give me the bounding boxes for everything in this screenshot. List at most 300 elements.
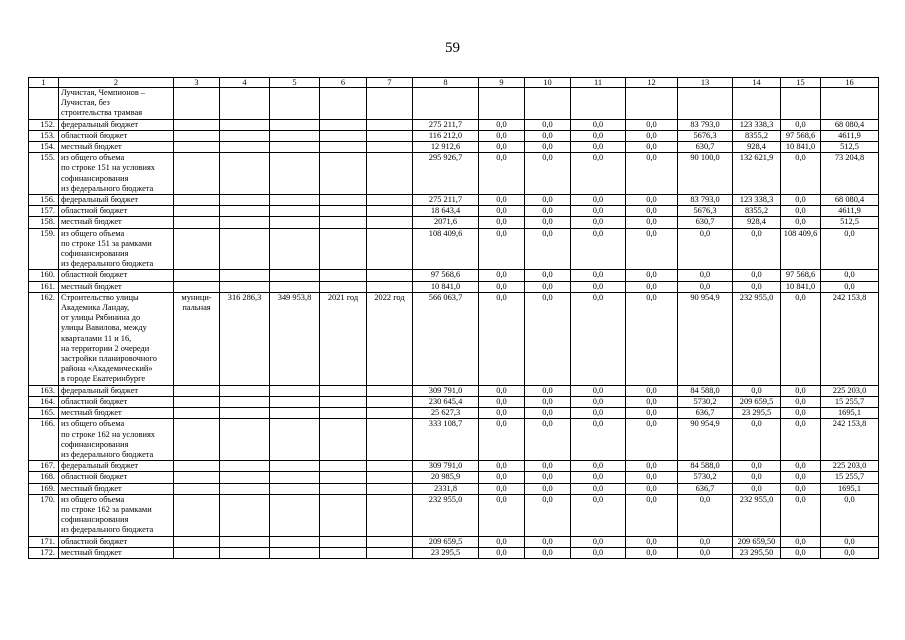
description-cell: местный бюджет bbox=[59, 142, 174, 153]
value-cell: 83 793,0 bbox=[678, 119, 733, 130]
value-cell bbox=[174, 88, 220, 120]
value-cell bbox=[320, 483, 367, 494]
value-cell: 0,0 bbox=[571, 385, 626, 396]
value-cell bbox=[270, 419, 320, 461]
value-cell: 0,0 bbox=[479, 119, 525, 130]
value-cell bbox=[821, 88, 879, 120]
row-number-cell: 154. bbox=[29, 142, 59, 153]
value-cell bbox=[367, 281, 413, 292]
table-row bbox=[29, 292, 879, 385]
value-cell: 0,0 bbox=[571, 547, 626, 558]
value-cell: 242 153,8 bbox=[821, 292, 879, 385]
table-row bbox=[29, 130, 879, 141]
value-cell bbox=[174, 472, 220, 483]
value-cell: 18 643,4 bbox=[413, 206, 479, 217]
value-cell bbox=[174, 142, 220, 153]
table-row bbox=[29, 228, 879, 270]
value-cell bbox=[174, 547, 220, 558]
description-cell: из общего объема по строке 162 за рамками софинансирования из федерального бюджета bbox=[59, 494, 174, 536]
value-cell: 0,0 bbox=[571, 206, 626, 217]
value-cell bbox=[270, 217, 320, 228]
description-cell: из общего объема по строке 151 на условиях софинансирования из федерального бюджета bbox=[59, 153, 174, 195]
value-cell bbox=[220, 396, 270, 407]
value-cell: 0,0 bbox=[571, 217, 626, 228]
value-cell: 309 791,0 bbox=[413, 461, 479, 472]
description-cell: областной бюджет bbox=[59, 206, 174, 217]
value-cell: 0,0 bbox=[571, 472, 626, 483]
value-cell bbox=[174, 461, 220, 472]
value-cell bbox=[174, 419, 220, 461]
row-number-cell: 165. bbox=[29, 408, 59, 419]
value-cell bbox=[220, 153, 270, 195]
value-cell bbox=[320, 281, 367, 292]
table-row bbox=[29, 472, 879, 483]
value-cell: 0,0 bbox=[479, 217, 525, 228]
value-cell: 90 954,9 bbox=[678, 292, 733, 385]
value-cell bbox=[367, 408, 413, 419]
value-cell: 225 203,0 bbox=[821, 385, 879, 396]
value-cell bbox=[367, 270, 413, 281]
value-cell bbox=[174, 408, 220, 419]
value-cell: 0,0 bbox=[479, 228, 525, 270]
value-cell: 0,0 bbox=[479, 547, 525, 558]
value-cell: 928,4 bbox=[733, 142, 781, 153]
value-cell bbox=[367, 461, 413, 472]
value-cell: 10 841,0 bbox=[781, 142, 821, 153]
value-cell bbox=[270, 483, 320, 494]
value-cell: 0,0 bbox=[571, 142, 626, 153]
value-cell bbox=[220, 494, 270, 536]
value-cell: 0,0 bbox=[821, 270, 879, 281]
description-cell: местный бюджет bbox=[59, 547, 174, 558]
value-cell: 0,0 bbox=[733, 483, 781, 494]
value-cell bbox=[270, 396, 320, 407]
value-cell: 0,0 bbox=[479, 270, 525, 281]
header-cell: 4 bbox=[220, 78, 270, 88]
table-row bbox=[29, 419, 879, 461]
value-cell bbox=[413, 88, 479, 120]
header-cell: 13 bbox=[678, 78, 733, 88]
header-cell: 15 bbox=[781, 78, 821, 88]
value-cell: 23 295,5 bbox=[413, 547, 479, 558]
row-number-cell: 160. bbox=[29, 270, 59, 281]
value-cell bbox=[320, 217, 367, 228]
value-cell: 4611,9 bbox=[821, 130, 879, 141]
value-cell bbox=[270, 547, 320, 558]
value-cell: 0,0 bbox=[525, 536, 571, 547]
row-number-cell: 170. bbox=[29, 494, 59, 536]
value-cell: 5676,3 bbox=[678, 206, 733, 217]
value-cell bbox=[320, 88, 367, 120]
value-cell bbox=[320, 461, 367, 472]
value-cell: 0,0 bbox=[781, 472, 821, 483]
value-cell: 0,0 bbox=[525, 385, 571, 396]
value-cell: 0,0 bbox=[571, 270, 626, 281]
header-cell: 3 bbox=[174, 78, 220, 88]
value-cell: 0,0 bbox=[571, 494, 626, 536]
value-cell: 209 659,5 bbox=[733, 396, 781, 407]
value-cell: 275 211,7 bbox=[413, 195, 479, 206]
description-cell: федеральный бюджет bbox=[59, 119, 174, 130]
value-cell bbox=[270, 228, 320, 270]
value-cell: 0,0 bbox=[821, 494, 879, 536]
table-row bbox=[29, 88, 879, 120]
value-cell bbox=[367, 396, 413, 407]
value-cell: 0,0 bbox=[571, 292, 626, 385]
value-cell: 15 255,7 bbox=[821, 472, 879, 483]
value-cell: 5676,3 bbox=[678, 130, 733, 141]
description-cell: из общего объема по строке 151 за рамками софинансирования из федерального бюджета bbox=[59, 228, 174, 270]
value-cell bbox=[367, 472, 413, 483]
value-cell: 0,0 bbox=[571, 281, 626, 292]
value-cell bbox=[174, 494, 220, 536]
value-cell: 0,0 bbox=[626, 483, 678, 494]
row-number-cell: 163. bbox=[29, 385, 59, 396]
value-cell bbox=[678, 88, 733, 120]
value-cell bbox=[174, 119, 220, 130]
value-cell: 0,0 bbox=[626, 472, 678, 483]
description-cell: федеральный бюджет bbox=[59, 385, 174, 396]
value-cell: 0,0 bbox=[479, 408, 525, 419]
row-number-cell: 157. bbox=[29, 206, 59, 217]
value-cell: 1695,1 bbox=[821, 483, 879, 494]
value-cell: 0,0 bbox=[525, 472, 571, 483]
value-cell: 0,0 bbox=[525, 281, 571, 292]
value-cell: 0,0 bbox=[626, 217, 678, 228]
value-cell: 0,0 bbox=[479, 396, 525, 407]
header-cell: 8 bbox=[413, 78, 479, 88]
row-number-cell: 169. bbox=[29, 483, 59, 494]
value-cell: 0,0 bbox=[525, 217, 571, 228]
value-cell bbox=[320, 536, 367, 547]
value-cell: 0,0 bbox=[626, 195, 678, 206]
value-cell bbox=[220, 130, 270, 141]
row-number-cell: 167. bbox=[29, 461, 59, 472]
description-cell: Лучистая, Чемпионов – Лучистая, без строительства трамвая bbox=[59, 88, 174, 120]
value-cell: 0,0 bbox=[479, 281, 525, 292]
value-cell: 0,0 bbox=[626, 228, 678, 270]
value-cell bbox=[320, 119, 367, 130]
value-cell: 0,0 bbox=[781, 385, 821, 396]
value-cell bbox=[320, 408, 367, 419]
value-cell: 232 955,0 bbox=[413, 494, 479, 536]
value-cell: 2021 год bbox=[320, 292, 367, 385]
value-cell bbox=[571, 88, 626, 120]
description-cell: областной бюджет bbox=[59, 536, 174, 547]
table-row bbox=[29, 547, 879, 558]
value-cell: 2331,8 bbox=[413, 483, 479, 494]
value-cell bbox=[174, 206, 220, 217]
value-cell: 0,0 bbox=[678, 281, 733, 292]
description-cell: местный бюджет bbox=[59, 483, 174, 494]
value-cell bbox=[320, 419, 367, 461]
value-cell: 0,0 bbox=[781, 206, 821, 217]
value-cell: 108 409,6 bbox=[413, 228, 479, 270]
value-cell: 0,0 bbox=[571, 396, 626, 407]
value-cell: 0,0 bbox=[781, 408, 821, 419]
value-cell: 0,0 bbox=[733, 419, 781, 461]
value-cell bbox=[270, 130, 320, 141]
value-cell: 295 926,7 bbox=[413, 153, 479, 195]
value-cell: 0,0 bbox=[479, 153, 525, 195]
value-cell: 0,0 bbox=[781, 195, 821, 206]
value-cell: 0,0 bbox=[525, 396, 571, 407]
value-cell bbox=[367, 130, 413, 141]
value-cell: 0,0 bbox=[571, 228, 626, 270]
value-cell: 566 063,7 bbox=[413, 292, 479, 385]
row-number-cell: 161. bbox=[29, 281, 59, 292]
value-cell bbox=[367, 547, 413, 558]
value-cell: 0,0 bbox=[571, 408, 626, 419]
value-cell bbox=[320, 396, 367, 407]
table-row bbox=[29, 270, 879, 281]
value-cell bbox=[174, 228, 220, 270]
value-cell bbox=[367, 483, 413, 494]
value-cell: 0,0 bbox=[626, 153, 678, 195]
value-cell: 0,0 bbox=[571, 195, 626, 206]
value-cell: 0,0 bbox=[525, 494, 571, 536]
row-number-cell: 159. bbox=[29, 228, 59, 270]
value-cell bbox=[270, 206, 320, 217]
value-cell bbox=[367, 536, 413, 547]
value-cell: 25 627,3 bbox=[413, 408, 479, 419]
value-cell: 123 338,3 bbox=[733, 119, 781, 130]
value-cell: 68 080,4 bbox=[821, 195, 879, 206]
value-cell: 0,0 bbox=[821, 536, 879, 547]
value-cell: 0,0 bbox=[525, 206, 571, 217]
value-cell: 0,0 bbox=[571, 119, 626, 130]
value-cell bbox=[367, 206, 413, 217]
description-cell: федеральный бюджет bbox=[59, 461, 174, 472]
value-cell bbox=[781, 88, 821, 120]
value-cell: 97 568,6 bbox=[781, 130, 821, 141]
value-cell bbox=[174, 483, 220, 494]
value-cell bbox=[174, 130, 220, 141]
value-cell bbox=[270, 195, 320, 206]
value-cell: 209 659,50 bbox=[733, 536, 781, 547]
value-cell bbox=[367, 153, 413, 195]
value-cell: 0,0 bbox=[525, 153, 571, 195]
description-cell: областной бюджет bbox=[59, 270, 174, 281]
value-cell: 12 912,6 bbox=[413, 142, 479, 153]
value-cell: 232 955,0 bbox=[733, 494, 781, 536]
value-cell: 2071,6 bbox=[413, 217, 479, 228]
value-cell bbox=[270, 494, 320, 536]
header-cell: 16 bbox=[821, 78, 879, 88]
value-cell: 0,0 bbox=[733, 281, 781, 292]
value-cell bbox=[320, 206, 367, 217]
description-cell: местный бюджет bbox=[59, 408, 174, 419]
value-cell bbox=[367, 494, 413, 536]
value-cell: 333 108,7 bbox=[413, 419, 479, 461]
value-cell bbox=[220, 461, 270, 472]
value-cell bbox=[367, 195, 413, 206]
value-cell bbox=[367, 217, 413, 228]
value-cell: 0,0 bbox=[525, 130, 571, 141]
value-cell: 0,0 bbox=[781, 217, 821, 228]
value-cell bbox=[270, 119, 320, 130]
value-cell bbox=[220, 195, 270, 206]
header-cell: 12 bbox=[626, 78, 678, 88]
value-cell: 8355,2 bbox=[733, 130, 781, 141]
value-cell bbox=[270, 536, 320, 547]
value-cell: 0,0 bbox=[479, 483, 525, 494]
value-cell: 68 080,4 bbox=[821, 119, 879, 130]
description-cell: из общего объема по строке 162 на условиях софинансирования из федерального бюджета bbox=[59, 419, 174, 461]
value-cell: 23 295,50 bbox=[733, 547, 781, 558]
value-cell bbox=[220, 536, 270, 547]
value-cell bbox=[270, 281, 320, 292]
value-cell: 15 255,7 bbox=[821, 396, 879, 407]
value-cell: 0,0 bbox=[781, 396, 821, 407]
value-cell: 0,0 bbox=[626, 270, 678, 281]
value-cell bbox=[220, 419, 270, 461]
value-cell: 0,0 bbox=[525, 270, 571, 281]
value-cell: 928,4 bbox=[733, 217, 781, 228]
description-cell: областной бюджет bbox=[59, 472, 174, 483]
value-cell bbox=[220, 217, 270, 228]
value-cell bbox=[270, 408, 320, 419]
value-cell bbox=[220, 88, 270, 120]
table-row bbox=[29, 217, 879, 228]
value-cell: 0,0 bbox=[821, 228, 879, 270]
table-row bbox=[29, 153, 879, 195]
description-cell: областной бюджет bbox=[59, 396, 174, 407]
value-cell: 0,0 bbox=[626, 396, 678, 407]
row-number-cell: 171. bbox=[29, 536, 59, 547]
value-cell: 4611,9 bbox=[821, 206, 879, 217]
value-cell: 0,0 bbox=[626, 461, 678, 472]
value-cell: 0,0 bbox=[733, 461, 781, 472]
value-cell bbox=[220, 483, 270, 494]
table-row bbox=[29, 385, 879, 396]
value-cell: 0,0 bbox=[571, 536, 626, 547]
value-cell: 0,0 bbox=[571, 419, 626, 461]
table-row bbox=[29, 195, 879, 206]
row-number-cell: 152. bbox=[29, 119, 59, 130]
row-number-cell bbox=[29, 88, 59, 120]
value-cell bbox=[220, 206, 270, 217]
value-cell: 116 212,0 bbox=[413, 130, 479, 141]
value-cell: 83 793,0 bbox=[678, 195, 733, 206]
header-cell: 5 bbox=[270, 78, 320, 88]
value-cell: 20 985,9 bbox=[413, 472, 479, 483]
header-cell: 10 bbox=[525, 78, 571, 88]
value-cell: 0,0 bbox=[626, 281, 678, 292]
value-cell bbox=[320, 472, 367, 483]
value-cell bbox=[320, 494, 367, 536]
value-cell: 132 621,9 bbox=[733, 153, 781, 195]
value-cell: 108 409,6 bbox=[781, 228, 821, 270]
table-body bbox=[29, 78, 879, 559]
table-row bbox=[29, 494, 879, 536]
value-cell: 10 841,0 bbox=[413, 281, 479, 292]
value-cell bbox=[479, 88, 525, 120]
value-cell bbox=[626, 88, 678, 120]
value-cell bbox=[174, 385, 220, 396]
value-cell: 0,0 bbox=[626, 494, 678, 536]
row-number-cell: 172. bbox=[29, 547, 59, 558]
value-cell: 8355,2 bbox=[733, 206, 781, 217]
value-cell bbox=[220, 270, 270, 281]
value-cell: 0,0 bbox=[626, 419, 678, 461]
row-number-cell: 168. bbox=[29, 472, 59, 483]
value-cell: 0,0 bbox=[479, 472, 525, 483]
value-cell bbox=[220, 408, 270, 419]
value-cell: 0,0 bbox=[525, 142, 571, 153]
value-cell: 0,0 bbox=[733, 270, 781, 281]
value-cell: 636,7 bbox=[678, 408, 733, 419]
value-cell: 0,0 bbox=[479, 195, 525, 206]
value-cell bbox=[320, 142, 367, 153]
value-cell bbox=[320, 153, 367, 195]
value-cell: 5730,2 bbox=[678, 396, 733, 407]
value-cell bbox=[320, 270, 367, 281]
value-cell bbox=[174, 195, 220, 206]
value-cell bbox=[220, 472, 270, 483]
header-cell: 7 bbox=[367, 78, 413, 88]
value-cell: 1695,1 bbox=[821, 408, 879, 419]
value-cell: 0,0 bbox=[626, 292, 678, 385]
value-cell: 0,0 bbox=[626, 142, 678, 153]
value-cell bbox=[320, 195, 367, 206]
table-row bbox=[29, 396, 879, 407]
table-row bbox=[29, 536, 879, 547]
value-cell bbox=[320, 228, 367, 270]
value-cell: 630,7 bbox=[678, 217, 733, 228]
description-cell: местный бюджет bbox=[59, 217, 174, 228]
value-cell: 512,5 bbox=[821, 142, 879, 153]
value-cell: 0,0 bbox=[733, 385, 781, 396]
value-cell: 0,0 bbox=[525, 119, 571, 130]
value-cell bbox=[367, 142, 413, 153]
value-cell: 242 153,8 bbox=[821, 419, 879, 461]
value-cell bbox=[320, 385, 367, 396]
value-cell: 0,0 bbox=[479, 130, 525, 141]
value-cell: 84 588,0 bbox=[678, 461, 733, 472]
value-cell: 0,0 bbox=[781, 119, 821, 130]
description-cell: федеральный бюджет bbox=[59, 195, 174, 206]
value-cell: 0,0 bbox=[626, 119, 678, 130]
value-cell bbox=[320, 130, 367, 141]
value-cell: 0,0 bbox=[626, 536, 678, 547]
description-cell: местный бюджет bbox=[59, 281, 174, 292]
value-cell: 0,0 bbox=[571, 483, 626, 494]
value-cell: 0,0 bbox=[626, 547, 678, 558]
value-cell bbox=[174, 536, 220, 547]
value-cell: 0,0 bbox=[479, 419, 525, 461]
header-cell: 6 bbox=[320, 78, 367, 88]
value-cell bbox=[174, 396, 220, 407]
value-cell: 0,0 bbox=[525, 228, 571, 270]
value-cell: 0,0 bbox=[525, 408, 571, 419]
value-cell: 0,0 bbox=[781, 494, 821, 536]
value-cell: 84 588,0 bbox=[678, 385, 733, 396]
page-number: 59 bbox=[445, 40, 460, 56]
value-cell: 0,0 bbox=[479, 142, 525, 153]
value-cell: 209 659,5 bbox=[413, 536, 479, 547]
value-cell: 0,0 bbox=[733, 228, 781, 270]
row-number-cell: 155. bbox=[29, 153, 59, 195]
value-cell bbox=[220, 547, 270, 558]
value-cell: 275 211,7 bbox=[413, 119, 479, 130]
row-number-cell: 156. bbox=[29, 195, 59, 206]
value-cell: 0,0 bbox=[678, 494, 733, 536]
value-cell: 0,0 bbox=[781, 536, 821, 547]
value-cell: 636,7 bbox=[678, 483, 733, 494]
value-cell: 0,0 bbox=[678, 228, 733, 270]
value-cell bbox=[367, 419, 413, 461]
